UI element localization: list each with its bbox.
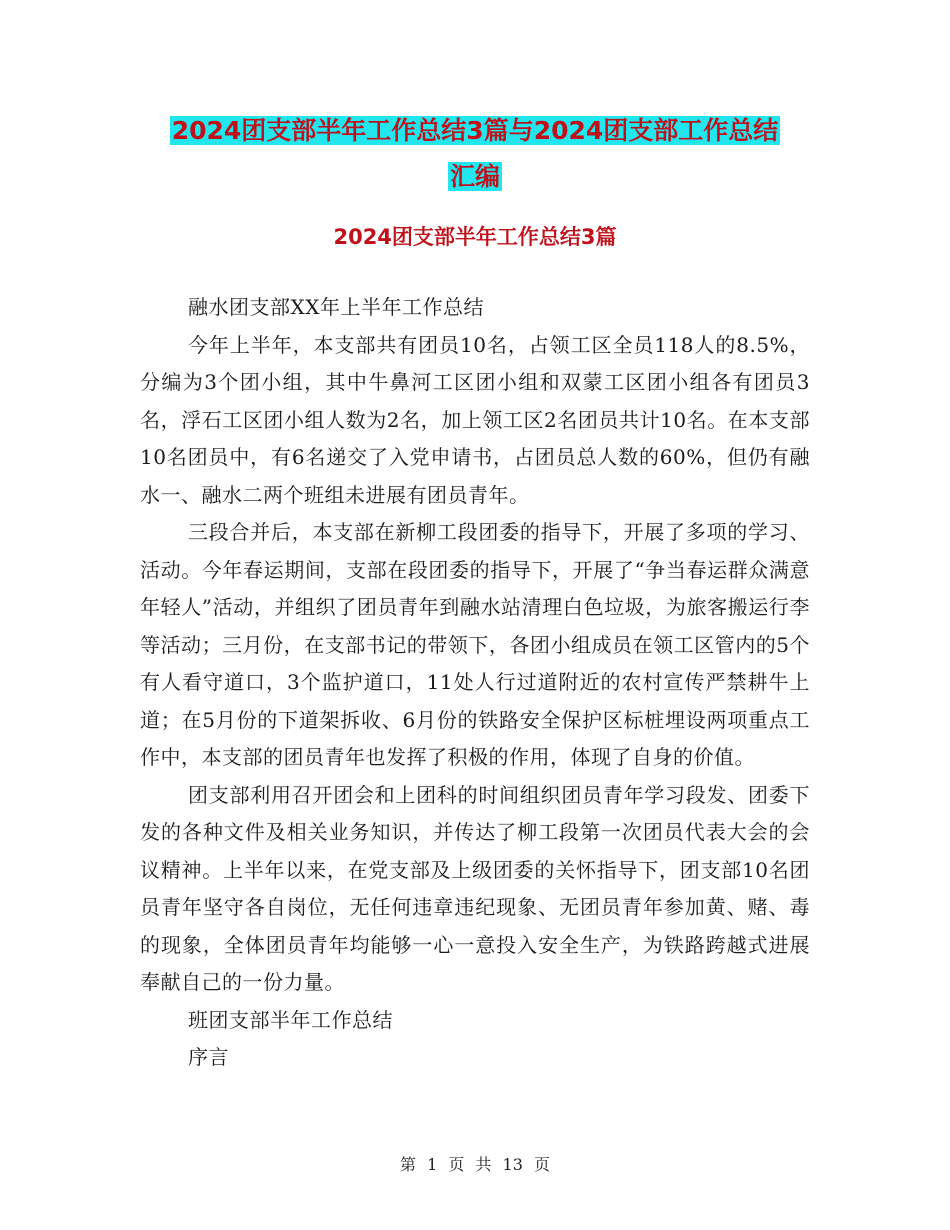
document-title-line2: 汇编 bbox=[449, 162, 500, 191]
document-title-line1: 2024团支部半年工作总结3篇与2024团支部工作总结 bbox=[171, 116, 779, 145]
document-title bbox=[0, 108, 950, 200]
section-title: 2024团支部半年工作总结3篇 bbox=[333, 225, 617, 249]
body-paragraph: 团支部利用召开团会和上团科的时间组织团员青年学习段发、团委下发的各种文件及相关业务知识，并传达了柳工段第一次团员代表大会的会议精神。上半年以来，在党支部及上级团委的关怀指导下，团支部10名团员青年坚守各自岗位，无任何违章违纪现象、无团员青年参加黄、赌、毒的现象，全体团员青年均能够一心一意投入安全生产，为铁路跨越式进展奉献自己的一份力量。 bbox=[140, 782, 810, 994]
document-body bbox=[140, 289, 810, 1077]
subheading-paragraph: 班团支部半年工作总结 bbox=[188, 1007, 393, 1032]
page-footer: 第 1 页 共 13 页 bbox=[400, 1155, 550, 1174]
subheading-paragraph: 序言 bbox=[188, 1045, 229, 1069]
body-paragraph: 今年上半年，本支部共有团员10名，占领工区全员118人的8.5%，分编为3个团小组，其中牛鼻河工区团小组和双蒙工区团小组各有团员3名，浮石工区团小组人数为2名，加上领工区2名团员共计10名。在本支部10名团员中，有6名递交了入党申请书，占团员总人数的60%，但仍有融水一、融水二两个班组未进展有团员青年。 bbox=[140, 332, 810, 507]
subheading-paragraph: 融水团支部XX年上半年工作总结 bbox=[188, 295, 484, 319]
body-paragraph: 三段合并后，本支部在新柳工段团委的指导下，开展了多项的学习、活动。今年春运期间，支部在段团委的指导下，开展了“争当春运群众满意年轻人”活动，并组织了团员青年到融水站清理白色垃圾，为旅客搬运行李等活动；三月份，在支部书记的带领下，各团小组成员在领工区管内的5个有人看守道口，3个监护道口，11处人行过道附近的农村宣传严禁耕牛上道；在5月份的下道架拆收、6月份的铁路安全保护区标桩埋设两项重点工作中，本支部的团员青年也发挥了积极的作用，体现了自身的价值。 bbox=[140, 520, 810, 769]
